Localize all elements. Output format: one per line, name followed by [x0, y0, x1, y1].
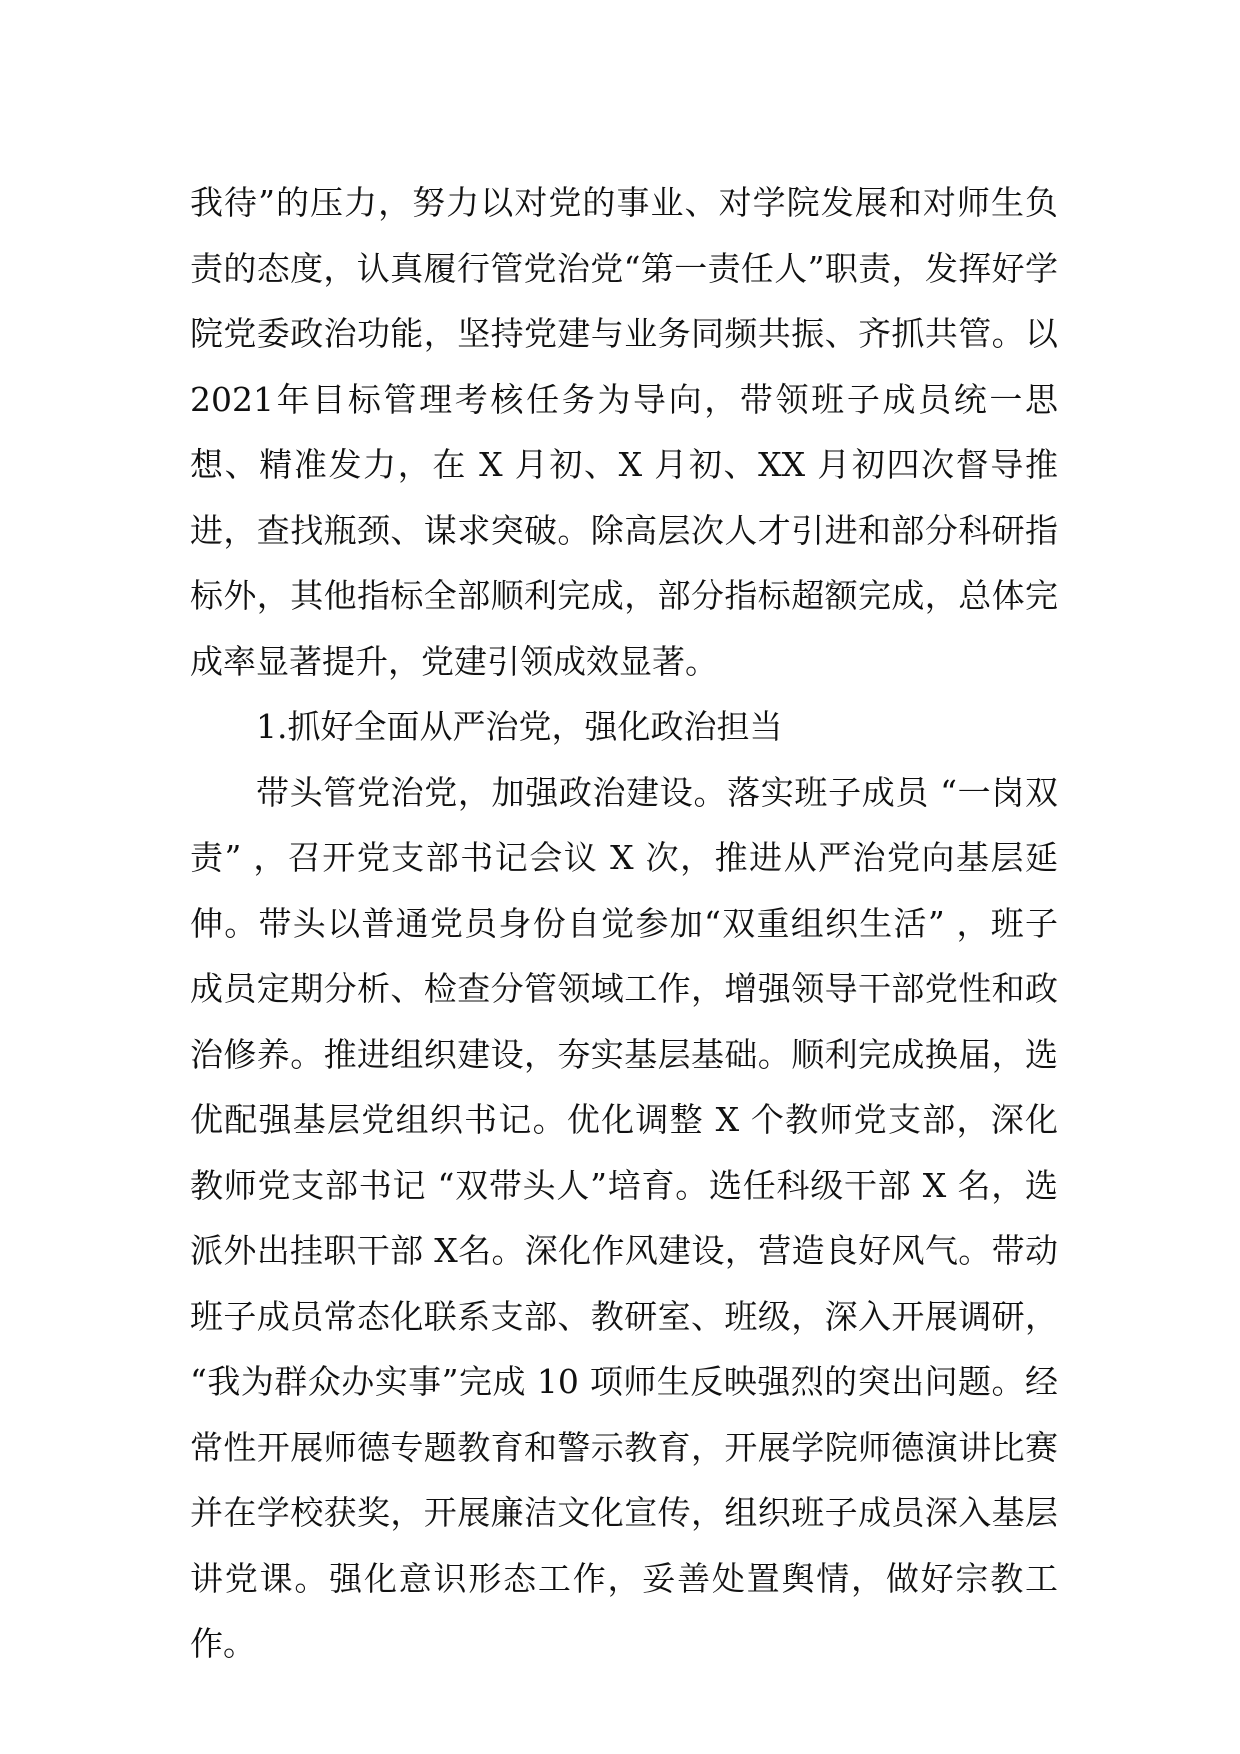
paragraph-body: 带头管党治党，加强政治建设。落实班子成员 “一岗双责” ，召开党支部书记会议 X 次，推进从严治党向基层延伸。带头以普通党员身份自觉参加“双重组织生活” ，班子成员定期分析、检查分管领域工作，增强领导干部党性和政治修养。推进组织建设，夯实基层基础。顺利完成换届，选优配强基层党组织书记。优化调整 X 个教师党支部，深化教师党支部书记 “双带头人”培育。选任科级干部 X 名，选派外出挂职干部 X名。深化作风建设，营造良好风气。带动班子成员常态化联系支部、教研室、班级，深入开展调研， “我为群众办实事”完成 10 项师生反映强烈的突出问题。经常性开展师德专题教育和警示教育，开展学院师德演讲比赛并在学校获奖，开展廉洁文化宣传，组织班子成员深入基层讲党课。强化意识形态工作，妥善处置舆情，做好宗教工作。	[190, 772, 1058, 1663]
paragraph-continuation: 我待”的压力，努力以对党的事业、对学院发展和对师生负责的态度，认真履行管党治党“第一责任人”职责，发挥好学院党委政治功能，坚持党建与业务同频共振、齐抓共管。以 2021年目标管理考核任务为导向，带领班子成员统一思想、精准发力，在 X 月初、X 月初、XX 月初四次督导推进，查找瓶颈、谋求突破。除高层次人才引进和部分科研指标外，其他指标全部顺利完成，部分指标超额完成，总体完成率显著提升，党建引领成效显著。	[190, 183, 1058, 681]
document-body	[190, 170, 1058, 1677]
section-heading: 1.抓好全面从严治党，强化政治担当	[256, 707, 783, 746]
